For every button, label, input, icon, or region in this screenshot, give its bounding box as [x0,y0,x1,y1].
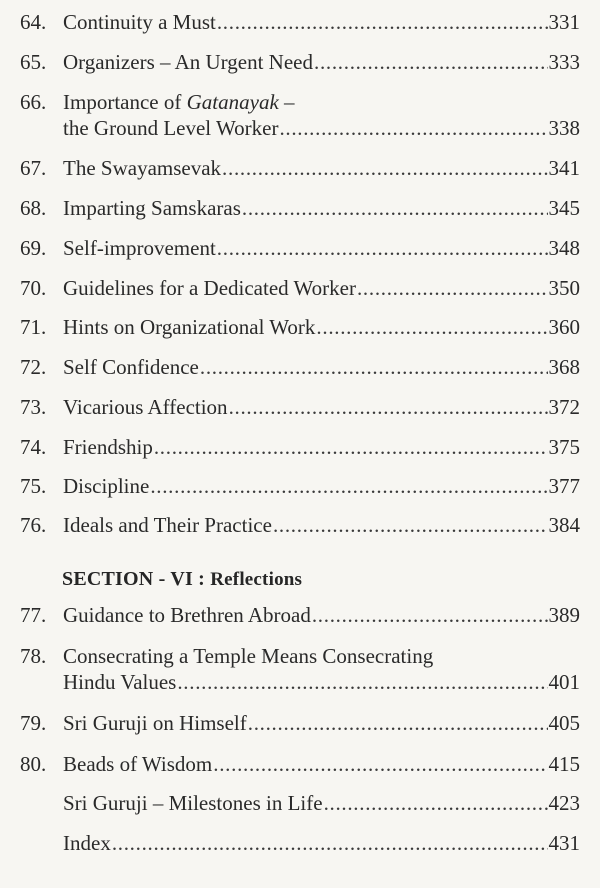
section-heading [62,566,582,593]
entry-title: Guidance to Brethren Abroad [63,603,311,627]
section-name: Reflections [210,569,303,590]
entry-page-number: 341 [548,156,580,180]
dot-leader [273,512,548,538]
dot-leader [279,115,547,141]
dot-leader [248,710,548,736]
section-separator: : [192,568,211,590]
entry-number: 73. [20,395,47,419]
toc-entry-69[interactable] [20,235,580,261]
entry-title: Sri Guruji on Himself [63,711,247,735]
entry-title: Beads of Wisdom [63,752,213,776]
toc-entry-66[interactable] [20,89,580,141]
entry-title: Self Confidence [63,355,199,379]
dot-leader [229,394,548,420]
entry-page-number: 338 [548,116,580,140]
toc-entry-79[interactable] [20,710,580,736]
entry-title: Guidelines for a Dedicated Worker [63,276,356,300]
entry-title-italic: Gatanayak [186,90,279,114]
entry-title: Index [63,831,111,855]
entry-number: 71. [20,315,47,339]
entry-page-number: 431 [548,831,580,855]
toc-entry-76[interactable] [20,512,580,538]
entry-title: Vicarious Affection [63,395,228,419]
entry-page-number: 360 [548,315,580,339]
toc-entry-65[interactable] [20,49,580,75]
entry-page-number: 423 [548,791,580,815]
entry-number: 72. [20,355,47,379]
entry-title-suffix: – [278,90,295,114]
dot-leader [217,9,548,35]
dot-leader [200,354,548,380]
toc-entry-80[interactable] [20,751,580,777]
entry-number: 64. [20,10,47,34]
dot-leader [217,235,548,261]
entry-number: 76. [20,513,47,537]
entry-title: Consecrating a Temple Means Consecrating [63,644,434,668]
dot-leader [312,602,548,628]
dot-leader [213,751,547,777]
toc-entry-70[interactable] [20,275,580,301]
entry-page-number: 401 [548,670,580,694]
entry-number: 77. [20,603,47,627]
dot-leader [150,473,547,499]
toc-entry-78[interactable] [20,643,580,695]
entry-number: 65. [20,50,47,74]
entry-page-number: 348 [548,236,580,260]
dot-leader [357,275,548,301]
entry-number: 67. [20,156,47,180]
dot-leader [112,830,548,856]
toc-entry-index[interactable] [20,830,580,856]
entry-number: 80. [20,752,47,776]
toc-entry-73[interactable] [20,394,580,420]
entry-title: Self-improvement [63,236,216,260]
entry-number: 68. [20,196,47,220]
entry-page-number: 405 [548,711,580,735]
entry-title: The Swayamsevak [63,156,222,180]
entry-page-number: 372 [548,395,580,419]
entry-number: 70. [20,276,47,300]
entry-page-number: 415 [548,752,580,776]
toc-entry-64[interactable] [20,9,580,35]
toc-entry-71[interactable] [20,314,580,340]
entry-title [63,89,295,115]
entry-number: 79. [20,711,47,735]
entry-title: Organizers – An Urgent Need [63,50,313,74]
entry-number: 74. [20,435,47,459]
entry-title: Sri Guruji – Milestones in Life [63,791,323,815]
entry-number: 78. [20,644,47,668]
toc-entry-68[interactable] [20,195,580,221]
entry-title: Friendship [63,435,153,459]
entry-page-number: 375 [548,435,580,459]
toc-entry-67[interactable] [20,155,580,181]
entry-title: Imparting Samskaras [63,196,241,220]
toc-entry-72[interactable] [20,354,580,380]
dot-leader [314,49,548,75]
entry-number: 69. [20,236,47,260]
dot-leader [222,155,547,181]
toc-entry-77[interactable] [20,602,580,628]
dot-leader [242,195,548,221]
entry-page-number: 350 [548,276,580,300]
entry-title-line2: Hindu Values [63,670,177,694]
entry-page-number: 368 [548,355,580,379]
toc-entry-milestones[interactable] [20,790,580,816]
toc-entry-75[interactable] [20,473,580,499]
entry-title: Hints on Organizational Work [63,315,316,339]
dot-leader [324,790,548,816]
entry-title-prefix: Importance of [63,90,187,114]
entry-page-number: 389 [548,603,580,627]
dot-leader [316,314,547,340]
toc-entry-74[interactable] [20,434,580,460]
entry-title-line2: the Ground Level Worker [63,116,279,140]
entry-title: Discipline [63,474,150,498]
entry-title: Ideals and Their Practice [63,513,272,537]
entry-number: 66. [20,90,47,114]
entry-page-number: 345 [548,196,580,220]
dot-leader [154,434,548,460]
entry-page-number: 384 [548,513,580,537]
entry-page-number: 377 [548,474,580,498]
section-label: SECTION - VI [62,568,193,590]
entry-page-number: 333 [548,50,580,74]
entry-title: Continuity a Must [63,10,216,34]
entry-number: 75. [20,474,47,498]
entry-page-number: 331 [548,10,580,34]
dot-leader [177,669,547,695]
